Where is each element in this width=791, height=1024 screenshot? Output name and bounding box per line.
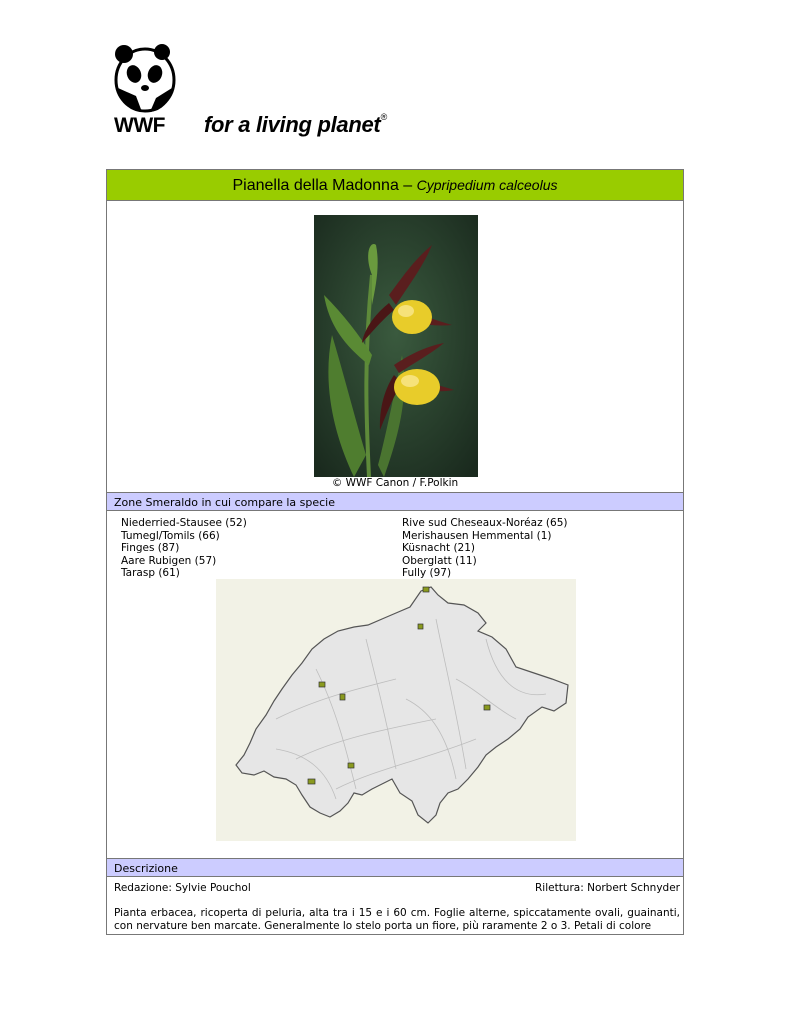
species-photo <box>314 215 478 477</box>
switzerland-map <box>216 579 576 841</box>
registered-mark: ® <box>380 111 387 122</box>
zone-item: Fully (97) <box>402 567 452 579</box>
zone-item: Tumegl/Tomils (66) <box>121 529 220 542</box>
zone-marker <box>418 624 423 629</box>
common-name: Pianella della Madonna <box>232 177 399 194</box>
reviewer: Rilettura: Norbert Schnyder <box>534 882 680 894</box>
zone-item: Merishausen Hemmental (1) <box>402 529 552 542</box>
zone-item: Tarasp (61) <box>121 567 180 579</box>
description-text: Pianta erbacea, ricoperta di peluria, alta tra i 15 e i 60 cm. Foglie alterne, spiccatamente ovali, guainanti, con nervature ben marcate. Generalmente lo stelo porta un fiore, più raramente 2 o 3. Petali di colore <box>114 907 680 932</box>
tagline <box>204 112 387 138</box>
photo-credit: © WWF Canon / F.Polkin <box>331 477 459 489</box>
zone-item: Küsnacht (21) <box>402 542 476 554</box>
zone-marker <box>319 682 325 687</box>
wwf-logo <box>112 44 412 140</box>
zone-marker <box>340 694 345 700</box>
zone-item: Finges (87) <box>121 542 180 554</box>
species-sheet <box>106 169 684 935</box>
zone-item: Oberglatt (11) <box>402 554 477 567</box>
description-heading: Descrizione <box>107 858 683 877</box>
zones-heading: Zone Smeraldo in cui compare la specie <box>107 492 683 511</box>
zone-marker <box>484 705 490 710</box>
zones-list-right <box>402 517 567 580</box>
tagline-text: for a living planet <box>204 112 381 137</box>
zone-item: Rive sud Cheseaux-Noréaz (65) <box>402 517 568 529</box>
title-separator: – <box>398 177 417 194</box>
species-title <box>107 170 683 201</box>
panda-logo-icon <box>112 44 178 114</box>
zone-item: Aare Rubigen (57) <box>121 554 217 567</box>
wwf-wordmark: WWF <box>114 114 165 137</box>
zone-marker <box>348 763 354 768</box>
latin-name: Cypripedium calceolus <box>416 177 558 193</box>
frame-bottom-border <box>106 934 684 935</box>
editor: Redazione: Sylvie Pouchol <box>114 882 251 894</box>
zone-item: Niederried-Stausee (52) <box>121 517 247 529</box>
zone-marker <box>308 779 315 784</box>
zones-list-left <box>121 517 247 580</box>
zone-marker <box>423 587 429 592</box>
